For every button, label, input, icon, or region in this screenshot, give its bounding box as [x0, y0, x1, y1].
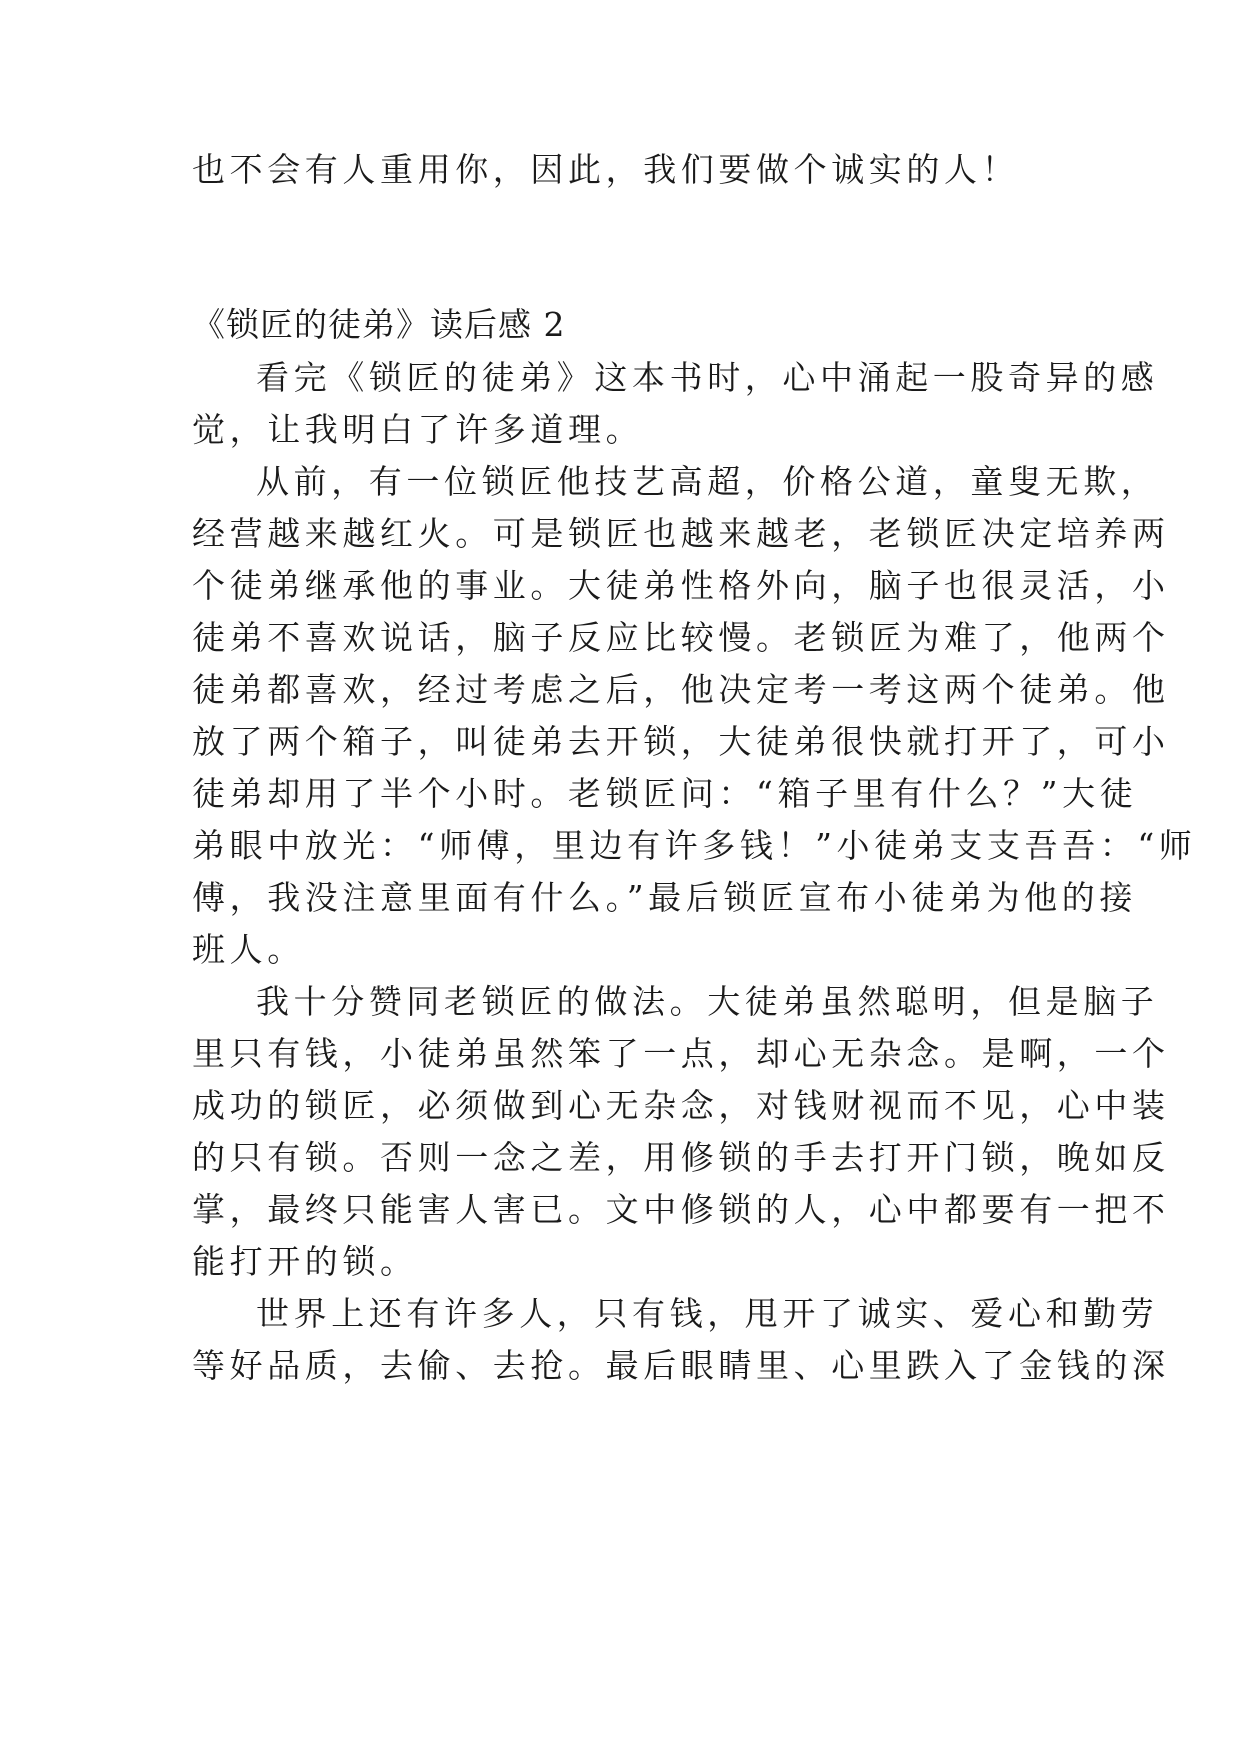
paragraph-line: 觉，让我明白了许多道理。	[192, 410, 644, 449]
paragraph-line: 等好品质，去偷、去抢。最后眼睛里、心里跌入了金钱的深	[192, 1346, 1170, 1385]
paragraph-line: 能打开的锁。	[192, 1242, 418, 1281]
paragraph-line: 徒弟不喜欢说话，脑子反应比较慢。老锁匠为难了，他两个	[192, 618, 1170, 657]
section-heading: 《锁匠的徒弟》读后感 2	[192, 305, 566, 344]
paragraph-line: 里只有钱，小徒弟虽然笨了一点，却心无杂念。是啊，一个	[192, 1034, 1170, 1073]
paragraph-line: 世界上还有许多人，只有钱，甩开了诚实、爱心和勤劳	[256, 1294, 1159, 1333]
paragraph-line: 个徒弟继承他的事业。大徒弟性格外向，脑子也很灵活，小	[192, 566, 1170, 605]
paragraph-line: 我十分赞同老锁匠的做法。大徒弟虽然聪明，但是脑子	[256, 982, 1159, 1021]
paragraph-line: 放了两个箱子，叫徒弟去开锁，大徒弟很快就打开了，可小	[192, 722, 1170, 761]
paragraph-line: 傅，我没注意里面有什么。”最后锁匠宣布小徒弟为他的接	[192, 878, 1137, 917]
paragraph-line: 的只有锁。否则一念之差，用修锁的手去打开门锁，晚如反	[192, 1138, 1170, 1177]
paragraph-line: 弟眼中放光：“师傅，里边有许多钱！”小徒弟支支吾吾：“师	[192, 826, 1197, 865]
paragraph-line: 成功的锁匠，必须做到心无杂念，对钱财视而不见，心中装	[192, 1086, 1170, 1125]
paragraph-line: 掌，最终只能害人害已。文中修锁的人，心中都要有一把不	[192, 1190, 1170, 1229]
carryover-line: 也不会有人重用你，因此，我们要做个诚实的人！	[192, 150, 1020, 189]
paragraph-line: 经营越来越红火。可是锁匠也越来越老，老锁匠决定培养两	[192, 514, 1170, 553]
paragraph-line: 班人。	[192, 930, 305, 969]
paragraph-line: 看完《锁匠的徒弟》这本书时，心中涌起一股奇异的感	[256, 358, 1159, 397]
paragraph-line: 徒弟都喜欢，经过考虑之后，他决定考一考这两个徒弟。他	[192, 670, 1170, 709]
paragraph-line: 徒弟却用了半个小时。老锁匠问：“箱子里有什么？”大徒	[192, 774, 1138, 813]
paragraph-line: 从前，有一位锁匠他技艺高超，价格公道，童叟无欺，	[256, 462, 1159, 501]
